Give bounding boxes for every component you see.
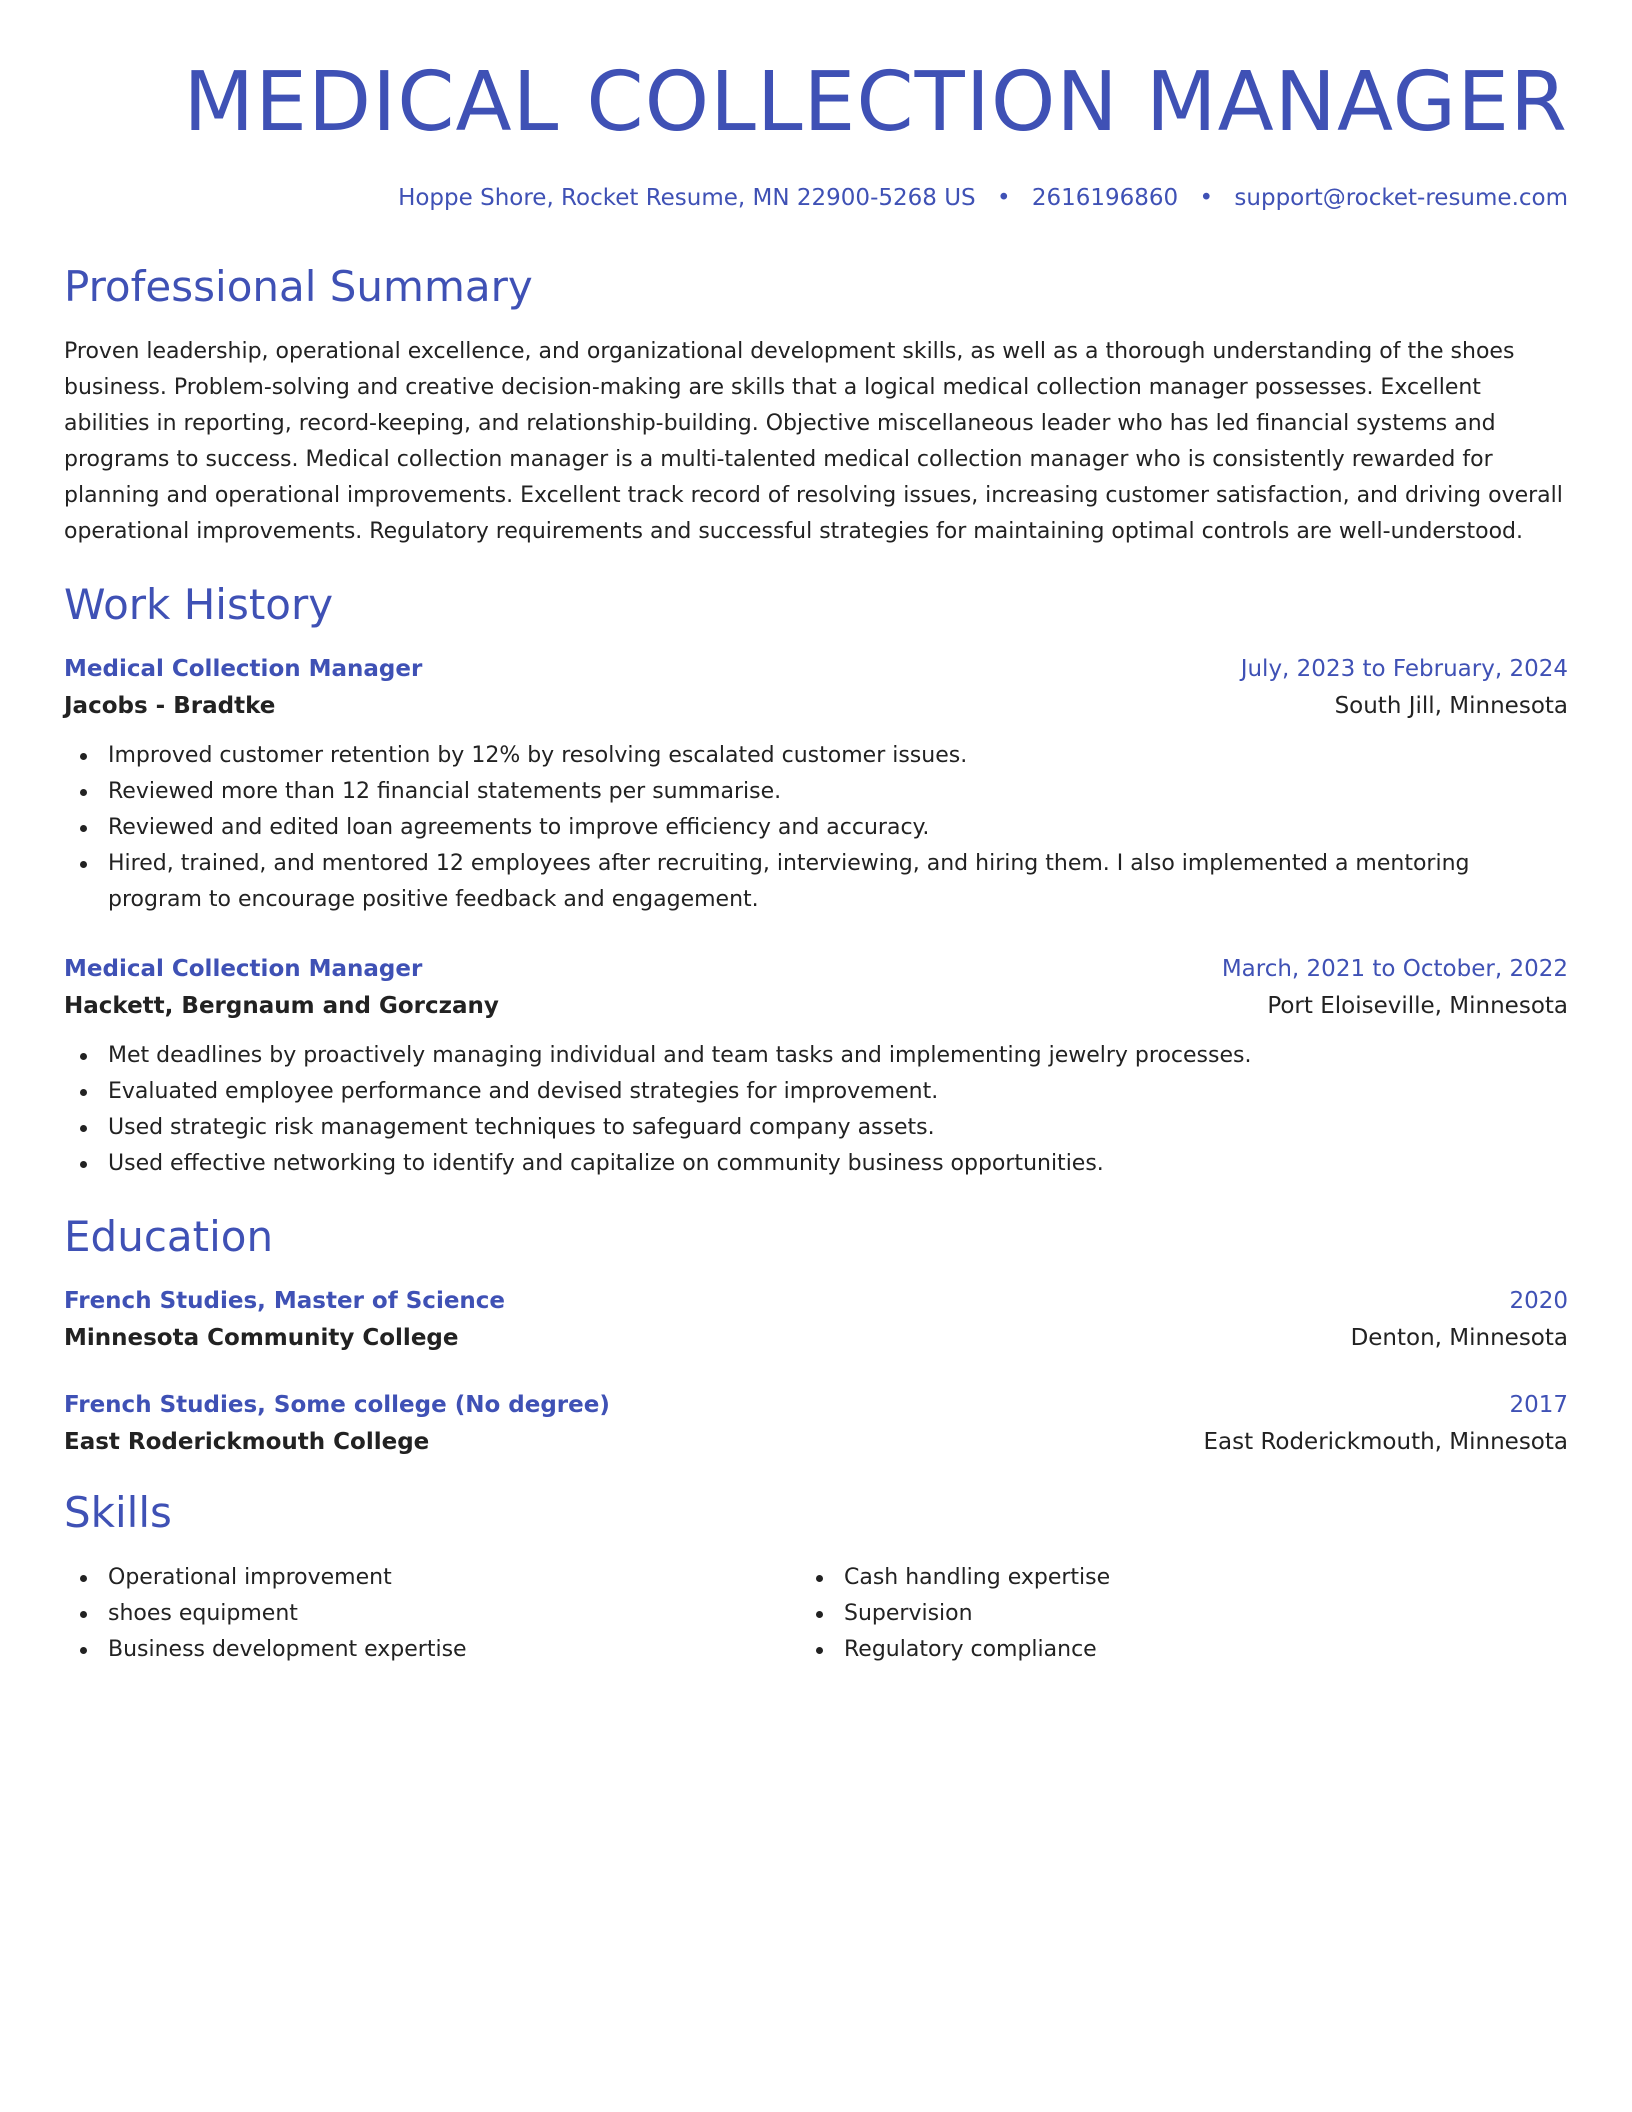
contact-line — [64, 184, 1568, 212]
job-dates: July, 2023 to February, 2024 — [1240, 656, 1568, 682]
education-location: East Roderickmouth, Minnesota — [1203, 1429, 1568, 1455]
job-company: Jacobs - Bradtke — [64, 693, 276, 719]
education-school: Minnesota Community College — [64, 1325, 459, 1351]
job-company: Hackett, Bergnaum and Gorczany — [64, 993, 499, 1019]
job-dates: March, 2021 to October, 2022 — [1221, 956, 1568, 982]
education-heading: Education — [64, 1212, 274, 1261]
resume-header — [64, 0, 1568, 212]
education-location: Denton, Minnesota — [1350, 1325, 1568, 1351]
job-bullet: Evaluated employee performance and devised strategies for improvement. — [64, 1074, 1568, 1110]
education-degree: French Studies, Master of Science — [64, 1288, 506, 1314]
contact-address: Hoppe Shore, Rocket Resume, MN 22900-5268 US — [398, 185, 976, 211]
skills-columns — [64, 1560, 1568, 1668]
summary-heading: Professional Summary — [64, 262, 533, 311]
skills-list-left — [64, 1560, 800, 1668]
job-bullet: Met deadlines by proactively managing individual and team tasks and implementing jewelry processes. — [64, 1038, 1568, 1074]
skill-item: Operational improvement — [64, 1560, 800, 1596]
skill-item: Supervision — [800, 1596, 1536, 1632]
job-entry — [64, 954, 1568, 1182]
skill-item: Cash handling expertise — [800, 1560, 1536, 1596]
skill-item: Regulatory compliance — [800, 1632, 1536, 1668]
skill-item: shoes equipment — [64, 1596, 800, 1632]
skills-list-right — [800, 1560, 1536, 1668]
contact-phone: 2616196860 — [1031, 185, 1179, 211]
education-entry — [64, 1390, 1568, 1458]
education-year: 2020 — [1509, 1288, 1568, 1314]
job-role: Medical Collection Manager — [64, 656, 423, 682]
education-year: 2017 — [1509, 1392, 1568, 1418]
job-bullets — [64, 738, 1568, 918]
skill-item: Business development expertise — [64, 1632, 800, 1668]
job-bullet: Improved customer retention by 12% by resolving escalated customer issues. — [64, 738, 1568, 774]
work-history-heading: Work History — [64, 580, 334, 629]
job-entry — [64, 654, 1568, 918]
education-degree: French Studies, Some college (No degree) — [64, 1392, 610, 1418]
summary-text: Proven leadership, operational excellence, and organizational development skills, as well as a thorough understanding of the shoes business. Problem-solving and creative decision-making are skills that a logical medical collection manager possesses. Excellent abilities in reporting, record-keeping, and relationship-building. Objective miscellaneous leader who has led financial systems and programs to success. Medical collection manager is a multi-talented medical collection manager who is consistently rewarded for planning and operational improvements. Excellent track record of resolving issues, increasing customer satisfaction, and driving overall operational improvements. Regulatory requirements and successful strategies for maintaining optimal controls are well-understood. — [64, 339, 1563, 544]
job-bullet: Reviewed more than 12 financial statements per summarise. — [64, 774, 1568, 810]
job-bullet: Used strategic risk management techniques to safeguard company assets. — [64, 1110, 1568, 1146]
job-bullet: Used effective networking to identify and capitalize on community business opportunities. — [64, 1146, 1568, 1182]
contact-email: support@rocket-resume.com — [1234, 185, 1568, 211]
education-entry — [64, 1286, 1568, 1354]
job-role: Medical Collection Manager — [64, 956, 423, 982]
job-bullet: Reviewed and edited loan agreements to improve efficiency and accuracy. — [64, 810, 1568, 846]
job-location: Port Eloiseville, Minnesota — [1267, 993, 1568, 1019]
education-school: East Roderickmouth College — [64, 1429, 430, 1455]
skills-heading: Skills — [64, 1488, 172, 1537]
job-bullet: Hired, trained, and mentored 12 employees after recruiting, interviewing, and hiring them. I also implemented a mentoring program to encourage positive feedback and engagement. — [64, 846, 1568, 918]
contact-separator: • — [996, 185, 1011, 211]
candidate-title: MEDICAL COLLECTION MANAGER — [183, 55, 1568, 150]
contact-separator: • — [1199, 185, 1214, 211]
job-bullets — [64, 1038, 1568, 1182]
job-location: South Jill, Minnesota — [1334, 693, 1568, 719]
